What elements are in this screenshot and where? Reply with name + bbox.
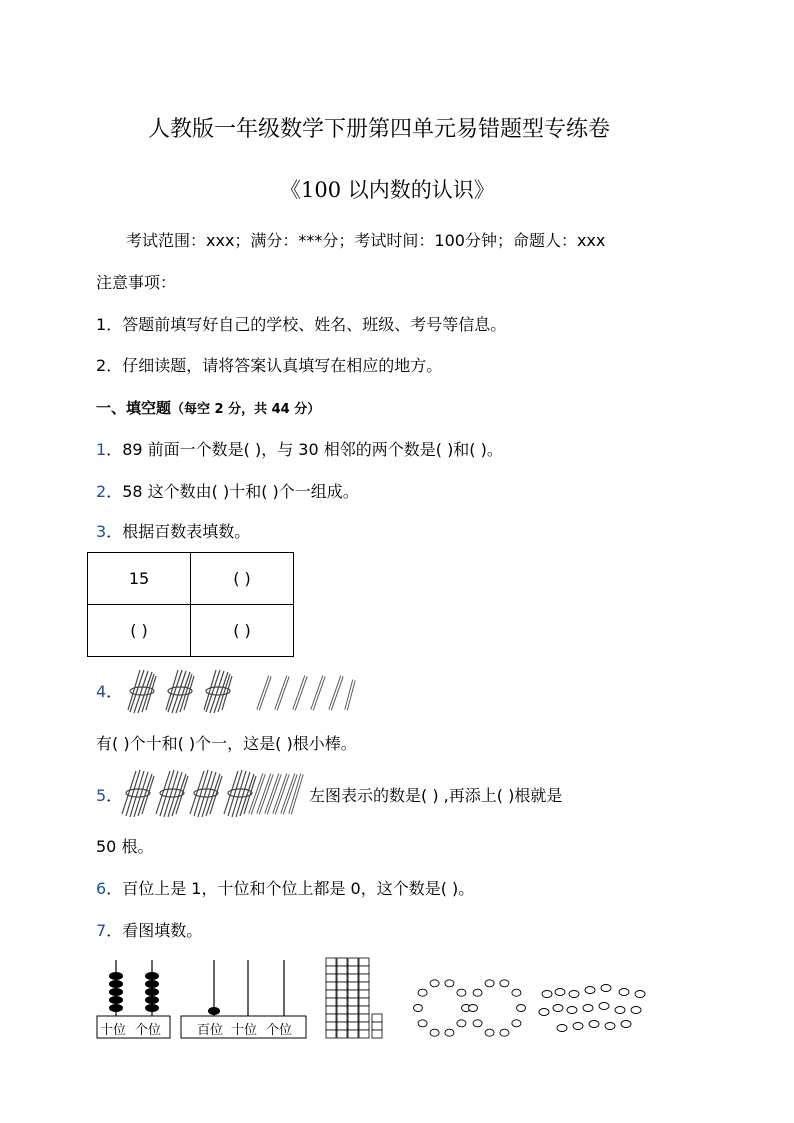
circled-counters-image	[412, 972, 652, 1056]
block-cube-icon	[337, 958, 347, 966]
abacus-2-label-ones: 个位	[266, 1023, 293, 1038]
table-cell[interactable]: ( )	[191, 553, 294, 605]
loose-counter-icon	[567, 1007, 577, 1014]
block-cube-icon	[337, 982, 347, 990]
block-cube-icon	[337, 998, 347, 1006]
note-2-number: 2	[96, 356, 107, 375]
counter-ring-icon	[512, 989, 521, 996]
abacus-bead-icon	[208, 1007, 220, 1015]
page-subtitle: 《100 以内数的认识》	[280, 178, 495, 202]
block-cube-icon	[348, 990, 358, 998]
stick-bundle-icon	[156, 770, 188, 817]
block-cube-icon	[359, 982, 369, 990]
table-cell: 15	[88, 553, 191, 605]
block-cube-icon	[337, 974, 347, 982]
block-cube-icon	[326, 974, 336, 982]
counter-ring-icon	[469, 1005, 478, 1012]
question-1-text: ．89 前面一个数是( )，与 30 相邻的两个数是( )和( )。	[106, 440, 503, 459]
block-cube-icon	[359, 998, 369, 1006]
block-cube-icon	[359, 958, 369, 966]
base-ten-blocks-image	[324, 956, 390, 1042]
section-1-detail: （每空 2 分，共 44 分）	[171, 402, 321, 417]
note-2-text: ．仔细读题，请将答案认真填写在相应的地方。	[106, 356, 443, 375]
question-6-text: ．百位上是 1，十位和个位上都是 0，这个数是( )。	[106, 879, 475, 898]
loose-counter-icon	[619, 989, 629, 996]
stick-bundles-q4-image	[124, 666, 364, 716]
note-2	[96, 353, 442, 376]
loose-counter-icon	[555, 989, 565, 996]
question-2	[96, 479, 359, 502]
section-1-heading	[96, 397, 320, 418]
counter-ring-icon	[473, 1020, 482, 1027]
block-cube-icon	[326, 958, 336, 966]
abacus-1-label-ones: 个位	[135, 1023, 162, 1038]
question-6	[96, 876, 474, 899]
question-5-number: 5	[96, 786, 107, 805]
block-cube-icon	[326, 990, 336, 998]
loose-counter-icon	[601, 985, 611, 992]
counter-ring-icon	[430, 980, 439, 987]
block-cube-icon	[326, 1006, 336, 1014]
block-cube-icon	[359, 990, 369, 998]
counter-ring-icon	[414, 1005, 423, 1012]
counter-ring-icon	[430, 1029, 439, 1036]
block-cube-icon	[348, 982, 358, 990]
table-row	[88, 605, 294, 657]
table-cell[interactable]: ( )	[191, 605, 294, 657]
block-cube-icon	[359, 1006, 369, 1014]
question-7	[96, 918, 202, 941]
stick-bundles-q5-image	[120, 766, 310, 820]
loose-counter-icon	[583, 1005, 593, 1012]
question-7-number: 7	[96, 921, 107, 940]
question-4-line: 有( )个十和( )个一，这是( )根小棒。	[96, 734, 357, 753]
loose-counter-icon	[621, 1021, 631, 1028]
counter-ring-icon	[457, 989, 466, 996]
question-5-continuation: 50 根。	[96, 837, 154, 856]
block-cube-icon	[348, 1030, 358, 1038]
question-5	[96, 783, 122, 806]
question-1	[96, 437, 503, 460]
stick-bundle-icon	[128, 670, 156, 713]
block-cube-icon	[348, 998, 358, 1006]
counter-ring-icon	[500, 1029, 509, 1036]
question-4-dot: ．	[106, 682, 123, 701]
counter-ring-icon	[418, 1020, 427, 1027]
loose-counter-icon	[569, 991, 579, 998]
block-cube-icon	[372, 1022, 382, 1030]
loose-counter-icon	[542, 991, 552, 998]
counter-ring-icon	[445, 1029, 454, 1036]
question-1-number: 1	[96, 440, 107, 459]
block-cube-icon	[348, 974, 358, 982]
block-cube-icon	[348, 958, 358, 966]
question-7-text: ．看图填数。	[106, 921, 203, 940]
note-1	[96, 312, 506, 335]
block-cube-icon	[359, 966, 369, 974]
abacus-beads-icon	[109, 972, 159, 1012]
loose-counter-icon	[553, 1005, 563, 1012]
block-cube-icon	[372, 1014, 382, 1022]
question-2-text: ．58 这个数由( )十和( )个一组成。	[106, 482, 359, 501]
question-3-number: 3	[96, 522, 107, 541]
block-cube-icon	[359, 1030, 369, 1038]
counter-ring-icon	[500, 980, 509, 987]
block-cube-icon	[326, 982, 336, 990]
block-cube-icon	[359, 974, 369, 982]
counter-ring-icon	[457, 1020, 466, 1027]
abacus-1-label-tens: 十位	[100, 1023, 127, 1038]
counter-ring-icon	[517, 1005, 526, 1012]
question-6-number: 6	[96, 879, 107, 898]
loose-counter-icon	[631, 1007, 641, 1014]
abacus-2-label-tens: 十位	[231, 1023, 258, 1038]
stick-bundle-icon	[122, 770, 154, 817]
loose-counter-icon	[573, 1023, 583, 1030]
question-3-text: ．根据百数表填数。	[106, 522, 251, 541]
block-cube-icon	[326, 966, 336, 974]
counter-ring-icon	[485, 980, 494, 987]
block-cube-icon	[372, 1030, 382, 1038]
counter-ring-icon	[512, 1020, 521, 1027]
question-3	[96, 519, 250, 542]
exam-info: 考试范围：xxx；满分：***分；考试时间：100分钟；命题人：xxx	[126, 231, 606, 250]
block-cube-icon	[348, 966, 358, 974]
table-row	[88, 553, 294, 605]
block-cube-icon	[337, 1030, 347, 1038]
block-cube-icon	[359, 1022, 369, 1030]
block-cube-icon	[326, 1030, 336, 1038]
loose-counter-icon	[539, 1009, 549, 1016]
question-4	[96, 679, 122, 702]
stick-bundle-icon	[190, 770, 222, 817]
question-4-number: 4	[96, 682, 107, 701]
notes-heading: 注意事项：	[96, 273, 177, 292]
counter-ring-icon	[485, 1029, 494, 1036]
abacus-2-label-hundreds: 百位	[197, 1023, 224, 1038]
loose-counter-icon	[605, 1023, 615, 1030]
loose-counter-icon	[615, 1007, 625, 1014]
page-title: 人教版一年级数学下册第四单元易错题型专练卷	[148, 117, 611, 142]
hundred-table	[87, 552, 294, 657]
block-cube-icon	[337, 1006, 347, 1014]
counter-ring-icon	[445, 980, 454, 987]
table-cell[interactable]: ( )	[88, 605, 191, 657]
loose-counter-icon	[557, 1025, 567, 1032]
loose-counter-icon	[635, 991, 645, 998]
block-cube-icon	[348, 1014, 358, 1022]
loose-counter-icon	[599, 1003, 609, 1010]
block-cube-icon	[337, 1014, 347, 1022]
note-1-text: ．答题前填写好自己的学校、姓名、班级、考号等信息。	[106, 315, 507, 334]
stick-bundle-icon	[204, 670, 232, 713]
note-1-number: 1	[96, 315, 107, 334]
section-1-label: 一、填空题	[96, 399, 172, 417]
question-2-number: 2	[96, 482, 107, 501]
block-cube-icon	[359, 1014, 369, 1022]
block-cube-icon	[326, 1014, 336, 1022]
block-cube-icon	[337, 1022, 347, 1030]
block-cube-icon	[326, 1022, 336, 1030]
counter-ring-icon	[473, 989, 482, 996]
question-5-text: 左图表示的数是( ) ,再添上( )根就是	[309, 786, 563, 805]
counter-ring-icon	[418, 989, 427, 996]
block-cube-icon	[348, 1006, 358, 1014]
loose-counter-icon	[585, 987, 595, 994]
block-cube-icon	[348, 1022, 358, 1030]
block-cube-icon	[337, 990, 347, 998]
question-5-dot: ．	[106, 786, 123, 805]
loose-counter-icon	[589, 1021, 599, 1028]
block-cube-icon	[337, 966, 347, 974]
stick-bundle-icon	[166, 670, 194, 713]
block-cube-icon	[326, 998, 336, 1006]
